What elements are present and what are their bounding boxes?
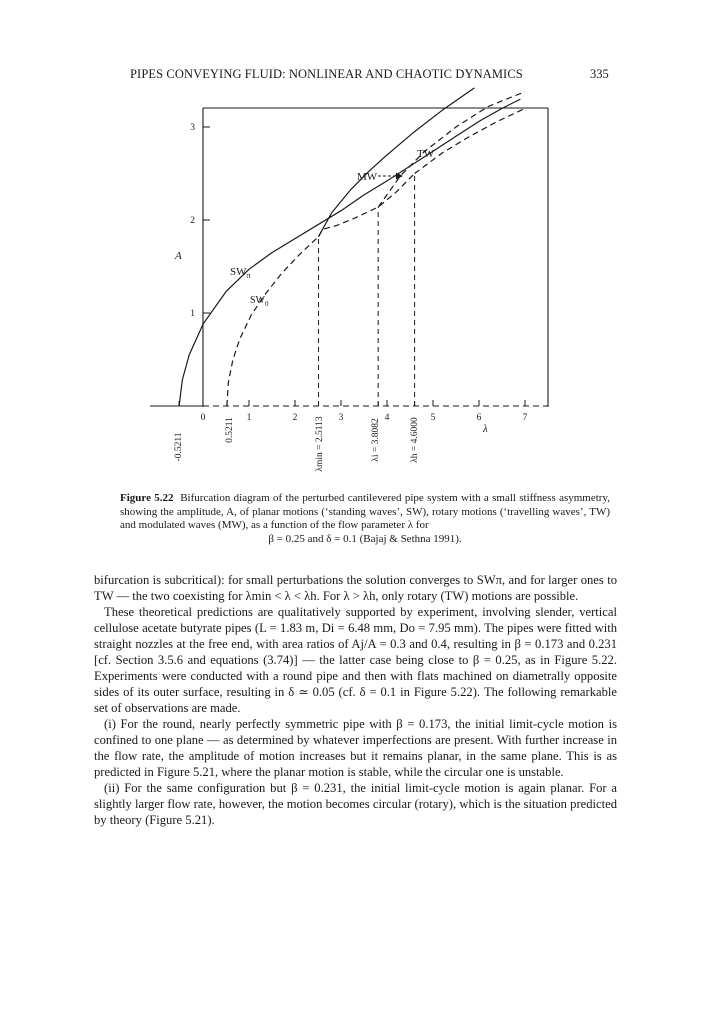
label-sw0-main: SW <box>250 295 265 306</box>
y-axis-label: A <box>175 250 182 262</box>
label-swpi-sub: π <box>246 271 251 280</box>
marker-label-pos: 0.5211 <box>225 417 235 443</box>
x-tick-label-3: 3 <box>338 413 344 423</box>
paragraph-3: (i) For the round, nearly perfectly symmetric pipe with β = 0.173, the initial limit-cycle motion is confined to one plane — as determined by whatever imperfections are present. With further increase in the flow rate, the amplitude of motion increases but it remains planar, in the same plane. This is as predicted in Figure 5.21, where the planar motion is stable, while the circular one is unstable. <box>94 717 617 779</box>
caption-label: Figure 5.22 <box>120 492 174 504</box>
label-sw0-sub: 0 <box>265 300 269 308</box>
paragraph-1: bifurcation is subcritical): for small perturbations the solution converges to SWπ, and for larger ones to TW — the two coexisting for λmin < λ < λh. For λ > λh, only rotary (TW) motions are possible. <box>94 573 617 603</box>
plot-frame <box>150 108 548 407</box>
x-tick-label-0: 0 <box>200 413 206 423</box>
curve-sw0 <box>227 237 319 406</box>
x-tick-label-6: 6 <box>476 413 482 423</box>
caption-tail: β = 0.25 and δ = 0.1 (Bajaj & Sethna 1991). <box>268 532 462 545</box>
label-mw: MW <box>357 171 378 183</box>
label-swpi-main: SW <box>230 266 247 278</box>
branch-curves <box>179 88 525 406</box>
label-sw0 <box>250 295 269 308</box>
x-tick-label-4: 4 <box>384 413 390 423</box>
y-tick-label-2: 2 <box>190 216 195 226</box>
label-swpi <box>230 266 251 280</box>
x-axis-ticks <box>201 400 528 423</box>
paragraph-4: (ii) For the same configuration but β = 0.231, the initial limit-cycle motion is again planar. For a slightly larger flow rate, however, the motion becomes circular (rotary), which is the situation predicted by theory (Figure 5.21). <box>94 781 617 827</box>
marker-label-li: λi = 3.8082 <box>371 418 381 462</box>
bifurcation-figure <box>0 0 718 480</box>
caption-text: Bifurcation diagram of the perturbed cantilevered pipe system with a small stiffness asymmetry, showing the amplitude, A, of planar motions (‘standing waves’, SW), rotary motions (‘travelling waves’, TW) and modulated waves (MW), as a function of the flow parameter λ for <box>120 492 610 532</box>
x-tick-label-5: 5 <box>430 413 436 423</box>
curve-sw <box>179 99 520 406</box>
running-head: PIPES CONVEYING FLUID: NONLINEAR AND CHAOTIC DYNAMICS <box>130 67 523 81</box>
critical-value-markers <box>179 174 415 407</box>
body-text <box>94 572 617 828</box>
marker-label-lh: λh = 4.6000 <box>410 417 420 463</box>
y-axis-ticks <box>190 123 210 319</box>
x-axis-label: λ <box>483 423 488 435</box>
x-tick-label-7: 7 <box>522 413 528 423</box>
paragraph-2: These theoretical predictions are qualitatively supported by experiment, involving slender, vertical cellulose acetate butyrate pipes (L = 1.83 m, Di = 6.48 mm, Do = 7.95 mm). The pipes were fitted with straight nozzles at the free end, with area ratios of Aj/A = 0.3 and 0.4, resulting in β = 0.173 and 0.231 [cf. Section 3.5.6 and equations (3.74)] — the latter case being close to β = 0.25, as in Figure 5.22. Experiments were conducted with a round pipe and then with flats machined on diametrally opposite sides of its outer surface, resulting in δ ≃ 0.05 (cf. δ = 0.1 in Figure 5.22). The following remarkable set of observations are made. <box>94 605 617 715</box>
figure-caption <box>120 492 610 546</box>
curve-tw-unstable <box>378 92 525 207</box>
x-tick-label-2: 2 <box>292 413 298 423</box>
curve-tw <box>319 88 475 237</box>
label-tw: TW <box>417 148 435 160</box>
y-tick-label-1: 1 <box>190 309 195 319</box>
marker-label-lmin: λmin = 2.5113 <box>315 416 325 472</box>
x-tick-label-1: 1 <box>246 413 252 423</box>
y-tick-label-3: 3 <box>190 123 195 133</box>
page-number: 335 <box>590 67 609 81</box>
marker-label-neg: -0.5211 <box>174 432 184 462</box>
